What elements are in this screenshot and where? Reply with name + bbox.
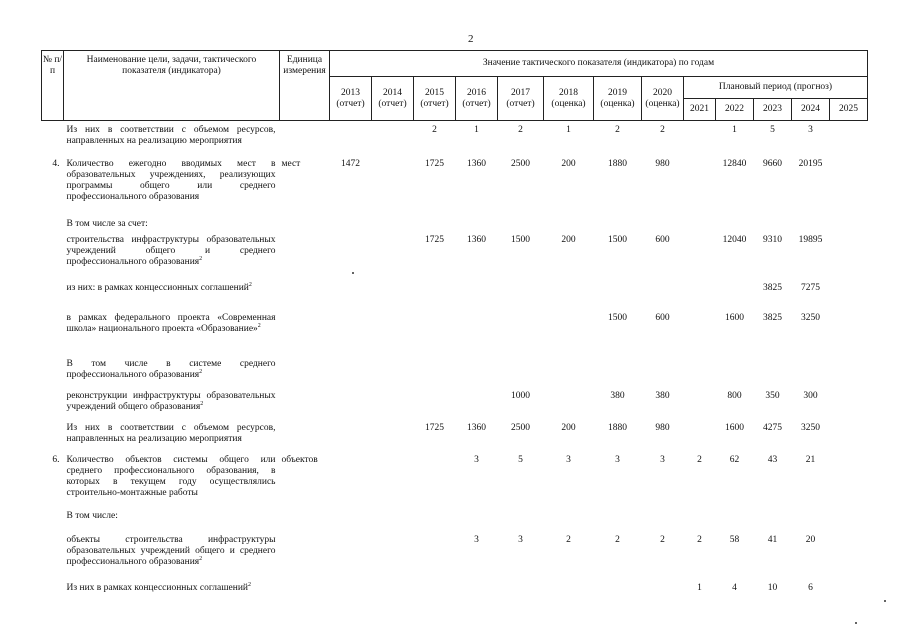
indicator-name-text: Из них в соответствии с объемом ресурсов, направленных на реализацию мероприятия bbox=[66, 125, 276, 146]
value-cell bbox=[498, 309, 544, 355]
row-number bbox=[42, 231, 64, 279]
header-year-label: 2020 bbox=[653, 87, 672, 98]
value-cell bbox=[330, 531, 372, 579]
footnote-mark: 2 bbox=[248, 581, 252, 588]
value-cell bbox=[414, 355, 456, 387]
value-cell: 2 bbox=[697, 454, 702, 465]
value-cell: 1500 bbox=[608, 234, 627, 245]
header-year-2018 bbox=[544, 77, 594, 121]
value-cell: 4 bbox=[732, 582, 737, 593]
value-cell: 62 bbox=[729, 454, 740, 465]
value-cell bbox=[544, 279, 594, 309]
value-cell bbox=[716, 355, 754, 387]
table-row bbox=[42, 531, 868, 579]
unit-cell bbox=[280, 507, 330, 531]
value-cell bbox=[414, 387, 456, 419]
value-cell bbox=[372, 155, 414, 215]
value-cell: 600 bbox=[655, 312, 670, 323]
indicator-name bbox=[64, 155, 280, 215]
value-cell bbox=[830, 279, 868, 309]
indicator-name-text: строительства инфраструктуры образовательных учреждений общего и среднего профессионального образования bbox=[66, 234, 276, 267]
value-cell: 980 bbox=[655, 422, 670, 433]
table-row bbox=[42, 121, 868, 155]
header-year-2016 bbox=[456, 77, 498, 121]
value-cell bbox=[594, 215, 642, 231]
value-cell bbox=[456, 507, 498, 531]
value-cell bbox=[456, 387, 498, 419]
value-cell bbox=[830, 309, 868, 355]
value-cell: 20195 bbox=[798, 158, 823, 169]
unit-cell bbox=[280, 231, 330, 279]
scan-speck bbox=[855, 622, 857, 624]
value-cell: 2 bbox=[660, 534, 665, 545]
value-cell bbox=[594, 279, 642, 309]
footnote-mark: 2 bbox=[199, 555, 203, 562]
value-cell: 5 bbox=[770, 125, 775, 135]
value-cell bbox=[330, 579, 372, 609]
value-cell bbox=[372, 531, 414, 579]
table-row bbox=[42, 507, 868, 531]
value-cell: 1500 bbox=[608, 312, 627, 323]
row-number bbox=[42, 579, 64, 609]
value-cell: 2 bbox=[660, 125, 665, 135]
header-plan-year-2023: 2023 bbox=[754, 99, 792, 121]
value-cell bbox=[372, 387, 414, 419]
value-cell bbox=[498, 215, 544, 231]
value-cell: 200 bbox=[561, 158, 576, 169]
header-year-label: 2015 bbox=[425, 87, 444, 98]
header-year-2020 bbox=[642, 77, 684, 121]
unit-cell bbox=[280, 387, 330, 419]
value-cell: 2 bbox=[615, 534, 620, 545]
value-cell: 3250 bbox=[801, 422, 820, 433]
value-cell: 1000 bbox=[511, 390, 530, 401]
value-cell: 1360 bbox=[467, 234, 486, 245]
value-cell bbox=[830, 355, 868, 387]
value-cell bbox=[372, 215, 414, 231]
value-cell bbox=[754, 215, 792, 231]
value-cell: 19895 bbox=[798, 234, 823, 245]
table-row bbox=[42, 155, 868, 215]
value-cell bbox=[544, 579, 594, 609]
value-cell: 980 bbox=[655, 158, 670, 169]
value-cell bbox=[330, 355, 372, 387]
table-row bbox=[42, 419, 868, 451]
header-year-2015 bbox=[414, 77, 456, 121]
table-row bbox=[42, 215, 868, 231]
scan-speck bbox=[352, 272, 354, 274]
value-cell bbox=[684, 355, 716, 387]
value-cell: 380 bbox=[610, 390, 625, 401]
row-number: 4. bbox=[52, 158, 60, 169]
unit-cell bbox=[280, 215, 330, 231]
value-cell: 1472 bbox=[341, 158, 360, 169]
indicator-name-text: из них: в рамках концессионных соглашений bbox=[66, 282, 249, 293]
value-cell bbox=[716, 215, 754, 231]
scan-speck bbox=[884, 600, 886, 602]
header-name: Наименование цели, задачи, тактического показателя (индикатора) bbox=[64, 51, 280, 121]
unit-cell bbox=[280, 309, 330, 355]
value-cell bbox=[330, 507, 372, 531]
value-cell bbox=[830, 531, 868, 579]
indicator-name bbox=[64, 215, 280, 231]
indicator-name bbox=[64, 531, 280, 579]
value-cell: 2 bbox=[566, 534, 571, 545]
value-cell bbox=[830, 215, 868, 231]
value-cell: 1880 bbox=[608, 422, 627, 433]
value-cell: 21 bbox=[805, 454, 816, 465]
value-cell bbox=[372, 309, 414, 355]
value-cell: 1880 bbox=[608, 158, 627, 169]
value-cell bbox=[414, 531, 456, 579]
value-cell: 3825 bbox=[763, 282, 782, 293]
indicator-name-text: реконструкции инфраструктуры образовательных учреждений общего образования bbox=[66, 390, 276, 412]
header-year-note: (отчет) bbox=[462, 98, 491, 109]
header-plan-year-2024: 2024 bbox=[792, 99, 830, 121]
header-year-2019 bbox=[594, 77, 642, 121]
value-cell bbox=[330, 279, 372, 309]
value-cell: 300 bbox=[803, 390, 818, 401]
value-cell bbox=[684, 507, 716, 531]
value-cell bbox=[684, 121, 716, 155]
value-cell: 3250 bbox=[801, 312, 820, 323]
value-cell bbox=[830, 121, 868, 155]
table-row bbox=[42, 309, 868, 355]
value-cell: 7275 bbox=[801, 282, 820, 293]
value-cell: 3 bbox=[660, 454, 665, 465]
value-cell bbox=[330, 121, 372, 155]
value-cell bbox=[684, 215, 716, 231]
indicator-name bbox=[64, 121, 280, 155]
page-number: 2 bbox=[468, 33, 474, 45]
value-cell bbox=[594, 579, 642, 609]
value-cell: 3 bbox=[808, 125, 813, 135]
value-cell: 9310 bbox=[763, 234, 782, 245]
header-year-note: (оценка) bbox=[645, 98, 680, 109]
value-cell bbox=[330, 215, 372, 231]
header-unit: Единица измерения bbox=[280, 51, 330, 121]
indicator-name bbox=[64, 387, 280, 419]
indicator-name bbox=[64, 231, 280, 279]
header-year-label: 2013 bbox=[341, 87, 360, 98]
table-row bbox=[42, 231, 868, 279]
table-row bbox=[42, 279, 868, 309]
table-row bbox=[42, 387, 868, 419]
value-cell bbox=[372, 355, 414, 387]
value-cell bbox=[642, 507, 684, 531]
indicator-name-text: В том числе: bbox=[66, 510, 118, 521]
value-cell: 43 bbox=[767, 454, 778, 465]
value-cell bbox=[456, 579, 498, 609]
indicator-name bbox=[64, 355, 280, 387]
indicator-name-text: В том числе в системе среднего профессионального образования bbox=[66, 358, 276, 380]
table-row bbox=[42, 451, 868, 507]
value-cell: 1 bbox=[566, 125, 571, 135]
row-number bbox=[42, 279, 64, 309]
header-year-label: 2018 bbox=[559, 87, 578, 98]
value-cell bbox=[544, 387, 594, 419]
row-number bbox=[42, 215, 64, 231]
value-cell: 1 bbox=[474, 125, 479, 135]
header-plan-year-2021: 2021 bbox=[684, 99, 716, 121]
header-year-label: 2017 bbox=[511, 87, 530, 98]
value-cell bbox=[830, 507, 868, 531]
value-cell: 12840 bbox=[722, 158, 747, 169]
value-cell: 3 bbox=[615, 454, 620, 465]
value-cell: 2 bbox=[518, 125, 523, 135]
value-cell bbox=[456, 355, 498, 387]
value-cell bbox=[754, 355, 792, 387]
value-cell bbox=[642, 215, 684, 231]
value-cell: 200 bbox=[561, 422, 576, 433]
indicator-table bbox=[41, 50, 868, 609]
value-cell: 350 bbox=[765, 390, 780, 401]
header-year-label: 2019 bbox=[608, 87, 627, 98]
header-year-note: (оценка) bbox=[600, 98, 635, 109]
value-cell: 600 bbox=[655, 234, 670, 245]
value-cell bbox=[372, 419, 414, 451]
header-number: № п/п bbox=[42, 51, 64, 121]
row-number bbox=[42, 309, 64, 355]
value-cell bbox=[544, 507, 594, 531]
value-cell: 2 bbox=[697, 534, 702, 545]
value-cell bbox=[330, 451, 372, 507]
value-cell: 1360 bbox=[467, 158, 486, 169]
value-cell bbox=[498, 355, 544, 387]
indicator-name-text: объекты строительства инфраструктуры образовательных учреждений общего и среднего профессионального образования bbox=[66, 534, 276, 567]
header-year-note: (отчет) bbox=[378, 98, 407, 109]
value-cell bbox=[456, 279, 498, 309]
value-cell bbox=[498, 507, 544, 531]
table-row bbox=[42, 355, 868, 387]
indicator-name-text: Количество объектов системы общего или среднего профессионального образования, в которых в текущем году осуществлялись строительно-монтажные работы bbox=[66, 454, 276, 498]
value-cell: 3 bbox=[566, 454, 571, 465]
value-cell: 1 bbox=[697, 582, 702, 593]
row-number bbox=[42, 507, 64, 531]
value-cell bbox=[754, 507, 792, 531]
header-year-label: 2016 bbox=[467, 87, 486, 98]
value-cell bbox=[498, 279, 544, 309]
value-cell: 3 bbox=[518, 534, 523, 545]
value-cell: 1600 bbox=[725, 422, 744, 433]
indicator-name bbox=[64, 309, 280, 355]
value-cell bbox=[372, 121, 414, 155]
row-number bbox=[42, 531, 64, 579]
value-cell bbox=[330, 419, 372, 451]
value-cell bbox=[372, 279, 414, 309]
value-cell: 200 bbox=[561, 234, 576, 245]
footnote-mark: 2 bbox=[257, 322, 261, 329]
indicator-name bbox=[64, 451, 280, 507]
value-cell bbox=[594, 507, 642, 531]
row-number bbox=[42, 355, 64, 387]
header-year-note: (отчет) bbox=[506, 98, 535, 109]
value-cell bbox=[642, 355, 684, 387]
unit-cell: объектов bbox=[281, 454, 318, 465]
value-cell bbox=[830, 579, 868, 609]
table-row bbox=[42, 579, 868, 609]
value-cell bbox=[684, 231, 716, 279]
row-number bbox=[42, 387, 64, 419]
footnote-mark: 2 bbox=[199, 368, 203, 375]
value-cell bbox=[544, 309, 594, 355]
value-cell bbox=[330, 387, 372, 419]
value-cell: 10 bbox=[767, 582, 778, 593]
value-cell: 1600 bbox=[725, 312, 744, 323]
value-cell: 800 bbox=[727, 390, 742, 401]
unit-cell bbox=[280, 279, 330, 309]
value-cell bbox=[684, 155, 716, 215]
value-cell: 2500 bbox=[511, 422, 530, 433]
value-cell bbox=[830, 451, 868, 507]
value-cell bbox=[642, 279, 684, 309]
value-cell: 58 bbox=[729, 534, 740, 545]
header-year-note: (отчет) bbox=[420, 98, 449, 109]
indicator-name-text: Количество ежегодно вводимых мест в образовательных учреждениях, реализующих программы общего или среднего профессионального образования bbox=[66, 158, 276, 202]
value-cell: 5 bbox=[518, 454, 523, 465]
value-cell bbox=[414, 309, 456, 355]
value-cell bbox=[684, 279, 716, 309]
header-year-2014 bbox=[372, 77, 414, 121]
header-plan-year-2025: 2025 bbox=[830, 99, 868, 121]
value-cell bbox=[372, 231, 414, 279]
value-cell bbox=[498, 579, 544, 609]
value-cell bbox=[594, 355, 642, 387]
indicator-name bbox=[64, 507, 280, 531]
value-cell: 1500 bbox=[511, 234, 530, 245]
value-cell bbox=[684, 309, 716, 355]
value-cell: 1725 bbox=[425, 158, 444, 169]
value-cell: 3 bbox=[474, 534, 479, 545]
value-cell bbox=[414, 215, 456, 231]
value-cell bbox=[456, 309, 498, 355]
value-cell bbox=[642, 579, 684, 609]
value-cell: 1 bbox=[732, 125, 737, 135]
indicator-name bbox=[64, 279, 280, 309]
value-cell bbox=[716, 507, 754, 531]
value-cell: 3825 bbox=[763, 312, 782, 323]
value-cell: 2 bbox=[432, 125, 437, 135]
unit-cell bbox=[280, 531, 330, 579]
value-cell: 3 bbox=[474, 454, 479, 465]
header-year-note: (оценка) bbox=[551, 98, 586, 109]
header-plan-period: Плановый период (прогноз) bbox=[684, 77, 868, 99]
value-cell bbox=[456, 215, 498, 231]
value-cell bbox=[792, 507, 830, 531]
row-number: 6. bbox=[52, 454, 60, 465]
value-cell bbox=[330, 231, 372, 279]
value-cell bbox=[830, 231, 868, 279]
footnote-mark: 2 bbox=[248, 281, 252, 288]
value-cell bbox=[830, 387, 868, 419]
value-cell bbox=[372, 507, 414, 531]
value-cell: 4275 bbox=[763, 422, 782, 433]
value-cell: 12040 bbox=[722, 234, 747, 245]
value-cell bbox=[830, 419, 868, 451]
value-cell: 380 bbox=[655, 390, 670, 401]
footnote-mark: 2 bbox=[200, 400, 204, 407]
value-cell bbox=[414, 579, 456, 609]
value-cell bbox=[792, 355, 830, 387]
indicator-name-text: Из них в соответствии с объемом ресурсов, направленных на реализацию мероприятия bbox=[66, 422, 276, 444]
indicator-name-text: В том числе за счет: bbox=[66, 218, 148, 229]
footnote-mark: 2 bbox=[199, 255, 203, 262]
indicator-name-text: в рамках федерального проекта «Современная школа» национального проекта «Образование» bbox=[66, 312, 276, 334]
value-cell bbox=[684, 419, 716, 451]
value-cell: 1725 bbox=[425, 234, 444, 245]
indicator-name bbox=[64, 419, 280, 451]
value-cell bbox=[830, 155, 868, 215]
value-cell bbox=[414, 279, 456, 309]
value-cell bbox=[414, 451, 456, 507]
value-cell bbox=[544, 215, 594, 231]
header-year-note: (отчет) bbox=[336, 98, 365, 109]
indicator-name-text: Из них в рамках концессионных соглашений bbox=[66, 582, 249, 593]
unit-cell bbox=[280, 355, 330, 387]
row-number bbox=[42, 121, 64, 155]
value-cell: 9660 bbox=[763, 158, 782, 169]
value-cell bbox=[414, 507, 456, 531]
value-cell: 1725 bbox=[425, 422, 444, 433]
unit-cell bbox=[280, 121, 330, 155]
header-values: Значение тактического показателя (индикатора) по годам bbox=[330, 51, 868, 77]
value-cell: 2500 bbox=[511, 158, 530, 169]
value-cell: 2 bbox=[615, 125, 620, 135]
value-cell: 20 bbox=[805, 534, 816, 545]
value-cell bbox=[716, 279, 754, 309]
value-cell: 1360 bbox=[467, 422, 486, 433]
indicator-name bbox=[64, 579, 280, 609]
header-year-2017 bbox=[498, 77, 544, 121]
unit-cell bbox=[280, 579, 330, 609]
value-cell bbox=[372, 579, 414, 609]
unit-cell: мест bbox=[281, 158, 301, 169]
value-cell: 6 bbox=[808, 582, 813, 593]
header-plan-year-2022: 2022 bbox=[716, 99, 754, 121]
header-year-2013 bbox=[330, 77, 372, 121]
value-cell bbox=[792, 215, 830, 231]
value-cell bbox=[684, 387, 716, 419]
row-number bbox=[42, 419, 64, 451]
value-cell bbox=[372, 451, 414, 507]
header-year-label: 2014 bbox=[383, 87, 402, 98]
unit-cell bbox=[280, 419, 330, 451]
value-cell bbox=[330, 309, 372, 355]
value-cell: 41 bbox=[767, 534, 778, 545]
value-cell bbox=[544, 355, 594, 387]
